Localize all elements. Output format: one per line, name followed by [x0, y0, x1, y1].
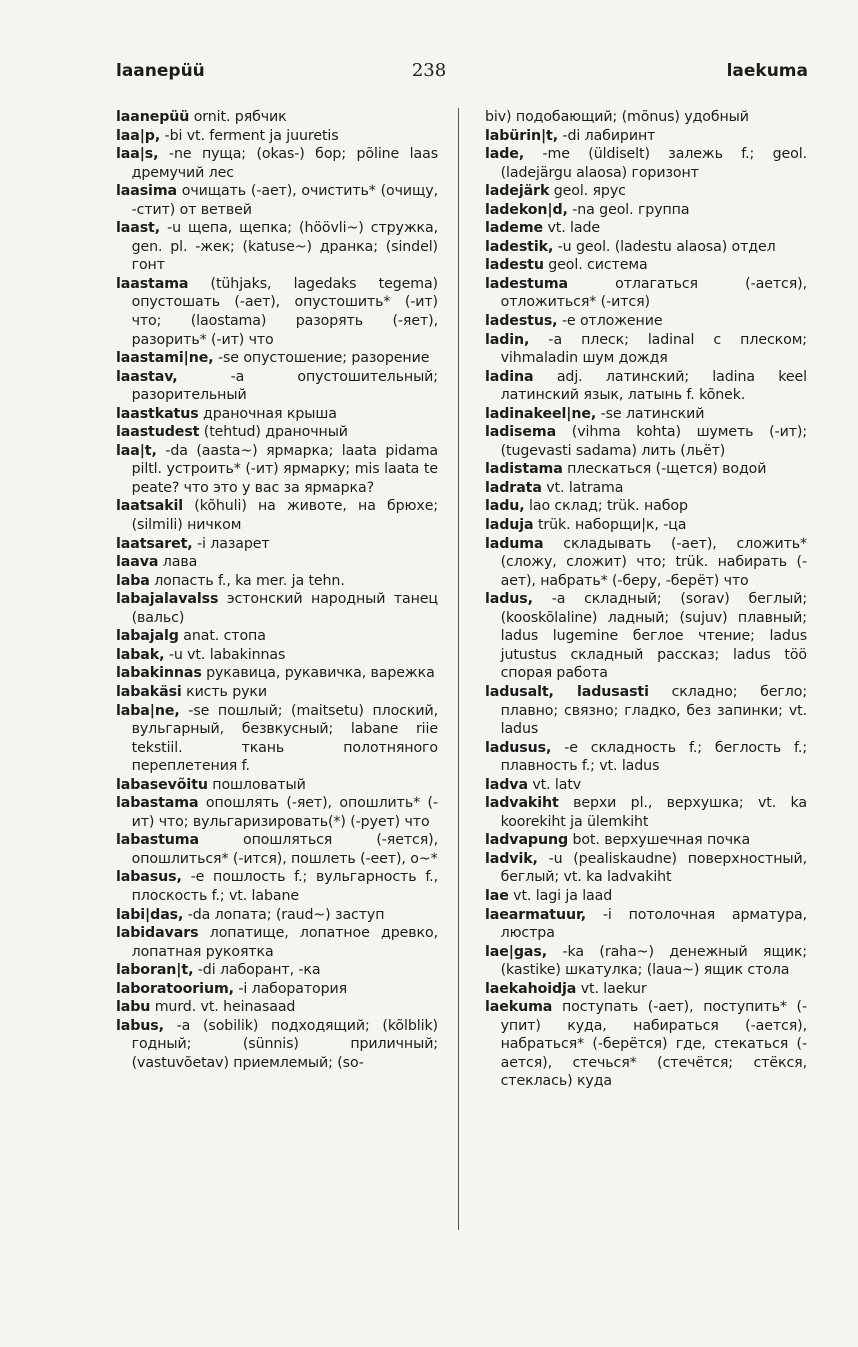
dictionary-entry: [485, 980, 807, 999]
entry-headword: laatsaret,: [116, 535, 193, 552]
dictionary-entry: [485, 590, 807, 683]
dictionary-entry: [116, 127, 438, 146]
dictionary-entry: [116, 108, 438, 127]
dictionary-entry: [485, 331, 807, 368]
entry-headword: labastuma: [116, 832, 199, 849]
dictionary-entry: [116, 145, 438, 182]
entry-definition: (tühjaks, lagedaks tegema) опустошать (-ает), опустошить* (-ит) что; (laostama) разорять (-яет), разорить* (-ит) что: [131, 275, 438, 348]
entry-headword: labasus,: [116, 869, 182, 886]
entry-headword: ladinakeel|ne,: [485, 405, 597, 422]
dictionary-entry: [485, 998, 807, 1091]
dictionary-entry: [116, 906, 438, 925]
dictionary-entry: [485, 127, 807, 146]
right-column: [485, 108, 807, 1091]
dictionary-entry: [116, 794, 438, 831]
entry-definition: -se опустошение; разорение: [213, 350, 430, 367]
dictionary-entry: [485, 516, 807, 535]
entry-headword: laastami|ne,: [116, 350, 214, 367]
entry-headword: laatsakil: [116, 498, 184, 515]
entry-definition: опошляться (-яется), опошлиться* (-ится), пошлеть (-еет), о~*: [131, 832, 438, 867]
dictionary-entry: [485, 368, 807, 405]
dictionary-entry: [485, 108, 807, 127]
entry-headword: labidavars: [116, 925, 199, 942]
entry-headword: laastudest: [116, 424, 200, 441]
entry-definition: -u (pealiskaudne) поверхностный, беглый; vt. ka ladvakiht: [500, 850, 807, 886]
entry-headword: laboran|t,: [116, 962, 194, 979]
entry-definition: -e отложение: [557, 313, 663, 330]
entry-definition: верхи pl., верхушка; vt. ka koorekiht ja ülemkiht: [500, 795, 807, 830]
entry-definition: biv) подобающий; (mõnus) удобный: [485, 109, 749, 125]
entry-headword: laastav,: [116, 368, 178, 385]
entry-headword: ladusalt, ladusasti: [485, 683, 649, 700]
dictionary-entry: [485, 683, 807, 739]
entry-definition: -me (üldiselt) залежь f.; geol. (ladejärgu alaosa) горизонт: [500, 146, 807, 181]
dictionary-entry: [485, 182, 807, 201]
entry-definition: anat. стопа: [178, 628, 266, 645]
dictionary-entry: [485, 145, 807, 182]
entry-definition: adj. латинский; ladina keel латинский язык, латынь f. kõnek.: [500, 368, 807, 404]
entry-definition: -a складный; (sorav) беглый; (kooskõlaline) ладный; (sujuv) плавный; ladus lugemine беглое чтение; ladus jutustus складный рассказ; ladus töö спорая работа: [500, 591, 807, 682]
entry-headword: lae: [485, 887, 509, 904]
entry-definition: (tehtud) драночный: [199, 424, 348, 441]
entry-headword: labus,: [116, 1017, 164, 1034]
dictionary-entry: [116, 368, 438, 405]
entry-definition: поступать (-ает), поступить* (-упит) куда, набираться (-ается), набраться* (-берётся) где, стекаться (-ается), стечься* (стечётся; стёкся, стеклась) куда: [500, 999, 807, 1090]
entry-headword: laekahoidja: [485, 980, 577, 997]
dictionary-entry: [485, 739, 807, 776]
entry-definition: -di лабиринт: [558, 127, 656, 144]
entry-definition: (kõhuli) на животе, на брюхе; (silmili) ничком: [131, 498, 438, 534]
dictionary-entry: [116, 1017, 438, 1073]
entry-headword: labastama: [116, 795, 199, 812]
dictionary-entry: [116, 442, 438, 498]
entry-definition: geol. ярус: [549, 183, 626, 200]
entry-headword: ladistama: [485, 461, 563, 478]
dictionary-entry: [485, 423, 807, 460]
entry-headword: laekuma: [485, 999, 553, 1016]
entry-definition: geol. система: [543, 257, 648, 274]
entry-definition: складывать (-ает), сложить* (сложу, сложит) что; trük. набирать (-ает), набрать* (-беру, -берёт) что: [500, 535, 807, 589]
entry-headword: labu: [116, 999, 151, 1016]
entry-definition: -u geol. (ladestu alaosa) отдел: [553, 238, 776, 255]
entry-definition: lao склад; trük. набор: [524, 498, 688, 515]
dictionary-entry: [116, 924, 438, 961]
page-number: 238: [411, 60, 447, 81]
entry-headword: labasevõitu: [116, 776, 208, 793]
dictionary-entry: [485, 943, 807, 980]
entry-definition: лава: [158, 554, 198, 571]
entry-headword: ladu,: [485, 498, 525, 515]
entry-headword: labajalg: [116, 628, 179, 645]
entry-headword: laboratoorium,: [116, 980, 234, 997]
entry-headword: lade,: [485, 146, 525, 163]
dictionary-entry: [116, 683, 438, 702]
entry-headword: laasima: [116, 183, 177, 200]
entry-definition: лопасть f., ka mer. ja tehn.: [149, 572, 345, 589]
entry-headword: labi|das,: [116, 906, 184, 923]
dictionary-entry: [485, 256, 807, 275]
dictionary-entry: [116, 590, 438, 627]
dictionary-entry: [485, 497, 807, 516]
entry-definition: очищать (-ает), очистить* (очищу, -стит) от ветвей: [131, 183, 438, 218]
dictionary-entry: [116, 349, 438, 368]
entry-headword: ladusus,: [485, 739, 552, 756]
entry-definition: vt. latrama: [541, 479, 624, 496]
dictionary-entry: [485, 535, 807, 591]
entry-headword: ladus,: [485, 591, 533, 608]
dictionary-entry: [485, 887, 807, 906]
dictionary-entry: [116, 980, 438, 999]
entry-headword: ladvapung: [485, 832, 569, 849]
dictionary-entry: [485, 275, 807, 312]
entry-headword: ladrata: [485, 479, 542, 496]
entry-headword: ladisema: [485, 424, 557, 441]
left-column: [116, 108, 438, 1072]
dictionary-entry: [485, 479, 807, 498]
dictionary-entry: [485, 405, 807, 424]
entry-definition: -i потолочная арматура, люстра: [500, 906, 807, 942]
entry-headword: laastama: [116, 275, 189, 292]
entry-definition: -a опустошительный; разорительный: [131, 368, 438, 404]
dictionary-entry: [116, 497, 438, 534]
entry-headword: ladvakiht: [485, 795, 559, 812]
entry-definition: плескаться (-щется) водой: [562, 461, 767, 478]
entry-definition: -na geol. группа: [567, 201, 690, 218]
dictionary-entry: [116, 405, 438, 424]
entry-definition: складно; бегло; плавно; связно; гладко, без запинки; vt. ladus: [500, 683, 807, 738]
entry-headword: labak,: [116, 646, 165, 663]
dictionary-entry: [116, 219, 438, 275]
dictionary-entry: [485, 794, 807, 831]
entry-definition: murd. vt. heinasaad: [150, 999, 296, 1016]
entry-headword: laastkatus: [116, 405, 199, 422]
dictionary-entry: [116, 961, 438, 980]
dictionary-entry: [116, 776, 438, 795]
entry-headword: laduja: [485, 517, 534, 534]
dictionary-entry: [116, 998, 438, 1017]
entry-headword: ladekon|d,: [485, 201, 568, 218]
dictionary-entry: [116, 535, 438, 554]
entry-headword: labakinnas: [116, 665, 202, 682]
dictionary-entry: [116, 702, 438, 776]
entry-definition: vt. latv: [527, 776, 582, 793]
entry-definition: -a плеск; ladinal с плеском; vihmaladin шум дождя: [500, 331, 807, 367]
entry-headword: lae|gas,: [485, 943, 548, 960]
entry-headword: ladestik,: [485, 238, 554, 255]
entry-definition: эстонский народный танец (вальс): [131, 591, 438, 626]
entry-headword: ladejärk: [485, 183, 550, 200]
dictionary-entry: [116, 275, 438, 349]
entry-definition: trük. наборщи|к, -ца: [533, 517, 687, 534]
entry-definition: -ne пуща; (okas-) бор; põline laas дремучий лес: [131, 146, 438, 181]
dictionary-entry: [485, 460, 807, 479]
entry-definition: -se латинский: [596, 405, 705, 422]
entry-headword: laast,: [116, 220, 161, 237]
entry-definition: кисть руки: [181, 683, 268, 700]
entry-definition: -da лопата; (raud~) заступ: [183, 906, 385, 923]
entry-headword: ladin,: [485, 331, 530, 348]
entry-headword: laduma: [485, 535, 544, 552]
dictionary-entry: [485, 776, 807, 795]
entry-definition: -a (sobilik) подходящий; (kõlblik) годный; (sünnis) приличный; (vastuvõetav) приемлемый; (so-: [131, 1017, 438, 1071]
dictionary-entry: [485, 906, 807, 943]
entry-headword: labakäsi: [116, 683, 182, 700]
entry-headword: laa|t,: [116, 442, 157, 459]
entry-definition: vt. laekur: [576, 980, 647, 997]
running-head-right: laekuma: [726, 61, 808, 81]
entry-headword: ladvik,: [485, 850, 538, 867]
dictionary-entry: [116, 831, 438, 868]
entry-headword: laba: [116, 572, 150, 589]
entry-definition: -i лазарет: [192, 535, 270, 552]
entry-definition: драночная крыша: [198, 405, 337, 422]
dictionary-entry: [485, 312, 807, 331]
entry-headword: laava: [116, 554, 159, 571]
dictionary-entry: [116, 423, 438, 442]
entry-headword: laearmatuur,: [485, 906, 587, 923]
column-divider: [458, 108, 459, 1230]
entry-definition: рукавица, рукавичка, варежка: [201, 665, 435, 682]
entry-definition: vt. lade: [543, 220, 600, 237]
running-head-left: laanepüü: [116, 61, 205, 81]
entry-definition: -u щепа, щепка; (höövli~) стружка, gen. pl. -жек; (katuse~) дранка; (sindel) гонт: [131, 220, 438, 274]
entry-definition: -e складность f.; беглость f.; плавность f.; vt. ladus: [500, 739, 807, 775]
entry-definition: отлагаться (-ается), отложиться* (-ится): [500, 275, 807, 311]
dictionary-entry: [116, 572, 438, 591]
dictionary-entry: [485, 201, 807, 220]
entry-headword: ladestus,: [485, 313, 558, 330]
entry-definition: vt. lagi ja laad: [508, 887, 613, 904]
dictionary-entry: [116, 182, 438, 219]
entry-definition: пошловатый: [207, 776, 306, 793]
dictionary-entry: [485, 238, 807, 257]
entry-headword: ladestu: [485, 257, 544, 274]
entry-definition: -u vt. labakinnas: [164, 646, 286, 663]
dictionary-entry: [116, 627, 438, 646]
entry-definition: -e пошлость f.; вульгарность f., плоскость f.; vt. labane: [131, 869, 438, 904]
dictionary-entry: [116, 646, 438, 665]
entry-definition: -di лаборант, -ка: [193, 962, 321, 979]
entry-definition: -i лаборатория: [233, 980, 348, 997]
entry-headword: ladina: [485, 368, 534, 385]
entry-definition: -bi vt. ferment ja juuretis: [160, 127, 339, 144]
entry-headword: labajalavalss: [116, 591, 219, 608]
entry-definition: -se пошлый; (maitsetu) плоский, вульгарный, безвкусный; labane riie tekstiil. ткань полотняного переплетения f.: [131, 702, 438, 775]
dictionary-entry: [485, 219, 807, 238]
entry-definition: лопатище, лопатное древко, лопатная рукоятка: [131, 925, 438, 960]
dictionary-entry: [485, 850, 807, 887]
entry-headword: laba|ne,: [116, 702, 180, 719]
dictionary-entry: [116, 664, 438, 683]
entry-headword: ladva: [485, 776, 528, 793]
entry-headword: laa|p,: [116, 127, 161, 144]
entry-definition: -ka (raha~) денежный ящик; (kastike) шкатулка; (laua~) ящик стола: [500, 943, 807, 979]
entry-definition: ornit. рябчик: [189, 109, 287, 125]
dictionary-entry: [116, 553, 438, 572]
dictionary-entry: [116, 868, 438, 905]
entry-definition: bot. верхушечная почка: [568, 832, 751, 849]
entry-definition: -da (aasta~) ярмарка; laata pidama piltl. устроить* (-ит) ярмарку; mis laata te peate? что это у вас за ярмарка?: [131, 442, 438, 496]
dictionary-entry: [485, 831, 807, 850]
entry-headword: laanepüü: [116, 109, 190, 125]
entry-headword: ladestuma: [485, 275, 568, 292]
entry-definition: (vihma kohta) шуметь (-ит); (tugevasti sadama) лить (льёт): [500, 424, 807, 459]
entry-definition: опошлять (-яет), опошлить* (-ит) что; вульгаризировать(*) (-рует) что: [131, 795, 438, 830]
entry-headword: lademe: [485, 220, 544, 237]
entry-headword: laa|s,: [116, 146, 159, 163]
entry-headword: labürin|t,: [485, 127, 559, 144]
